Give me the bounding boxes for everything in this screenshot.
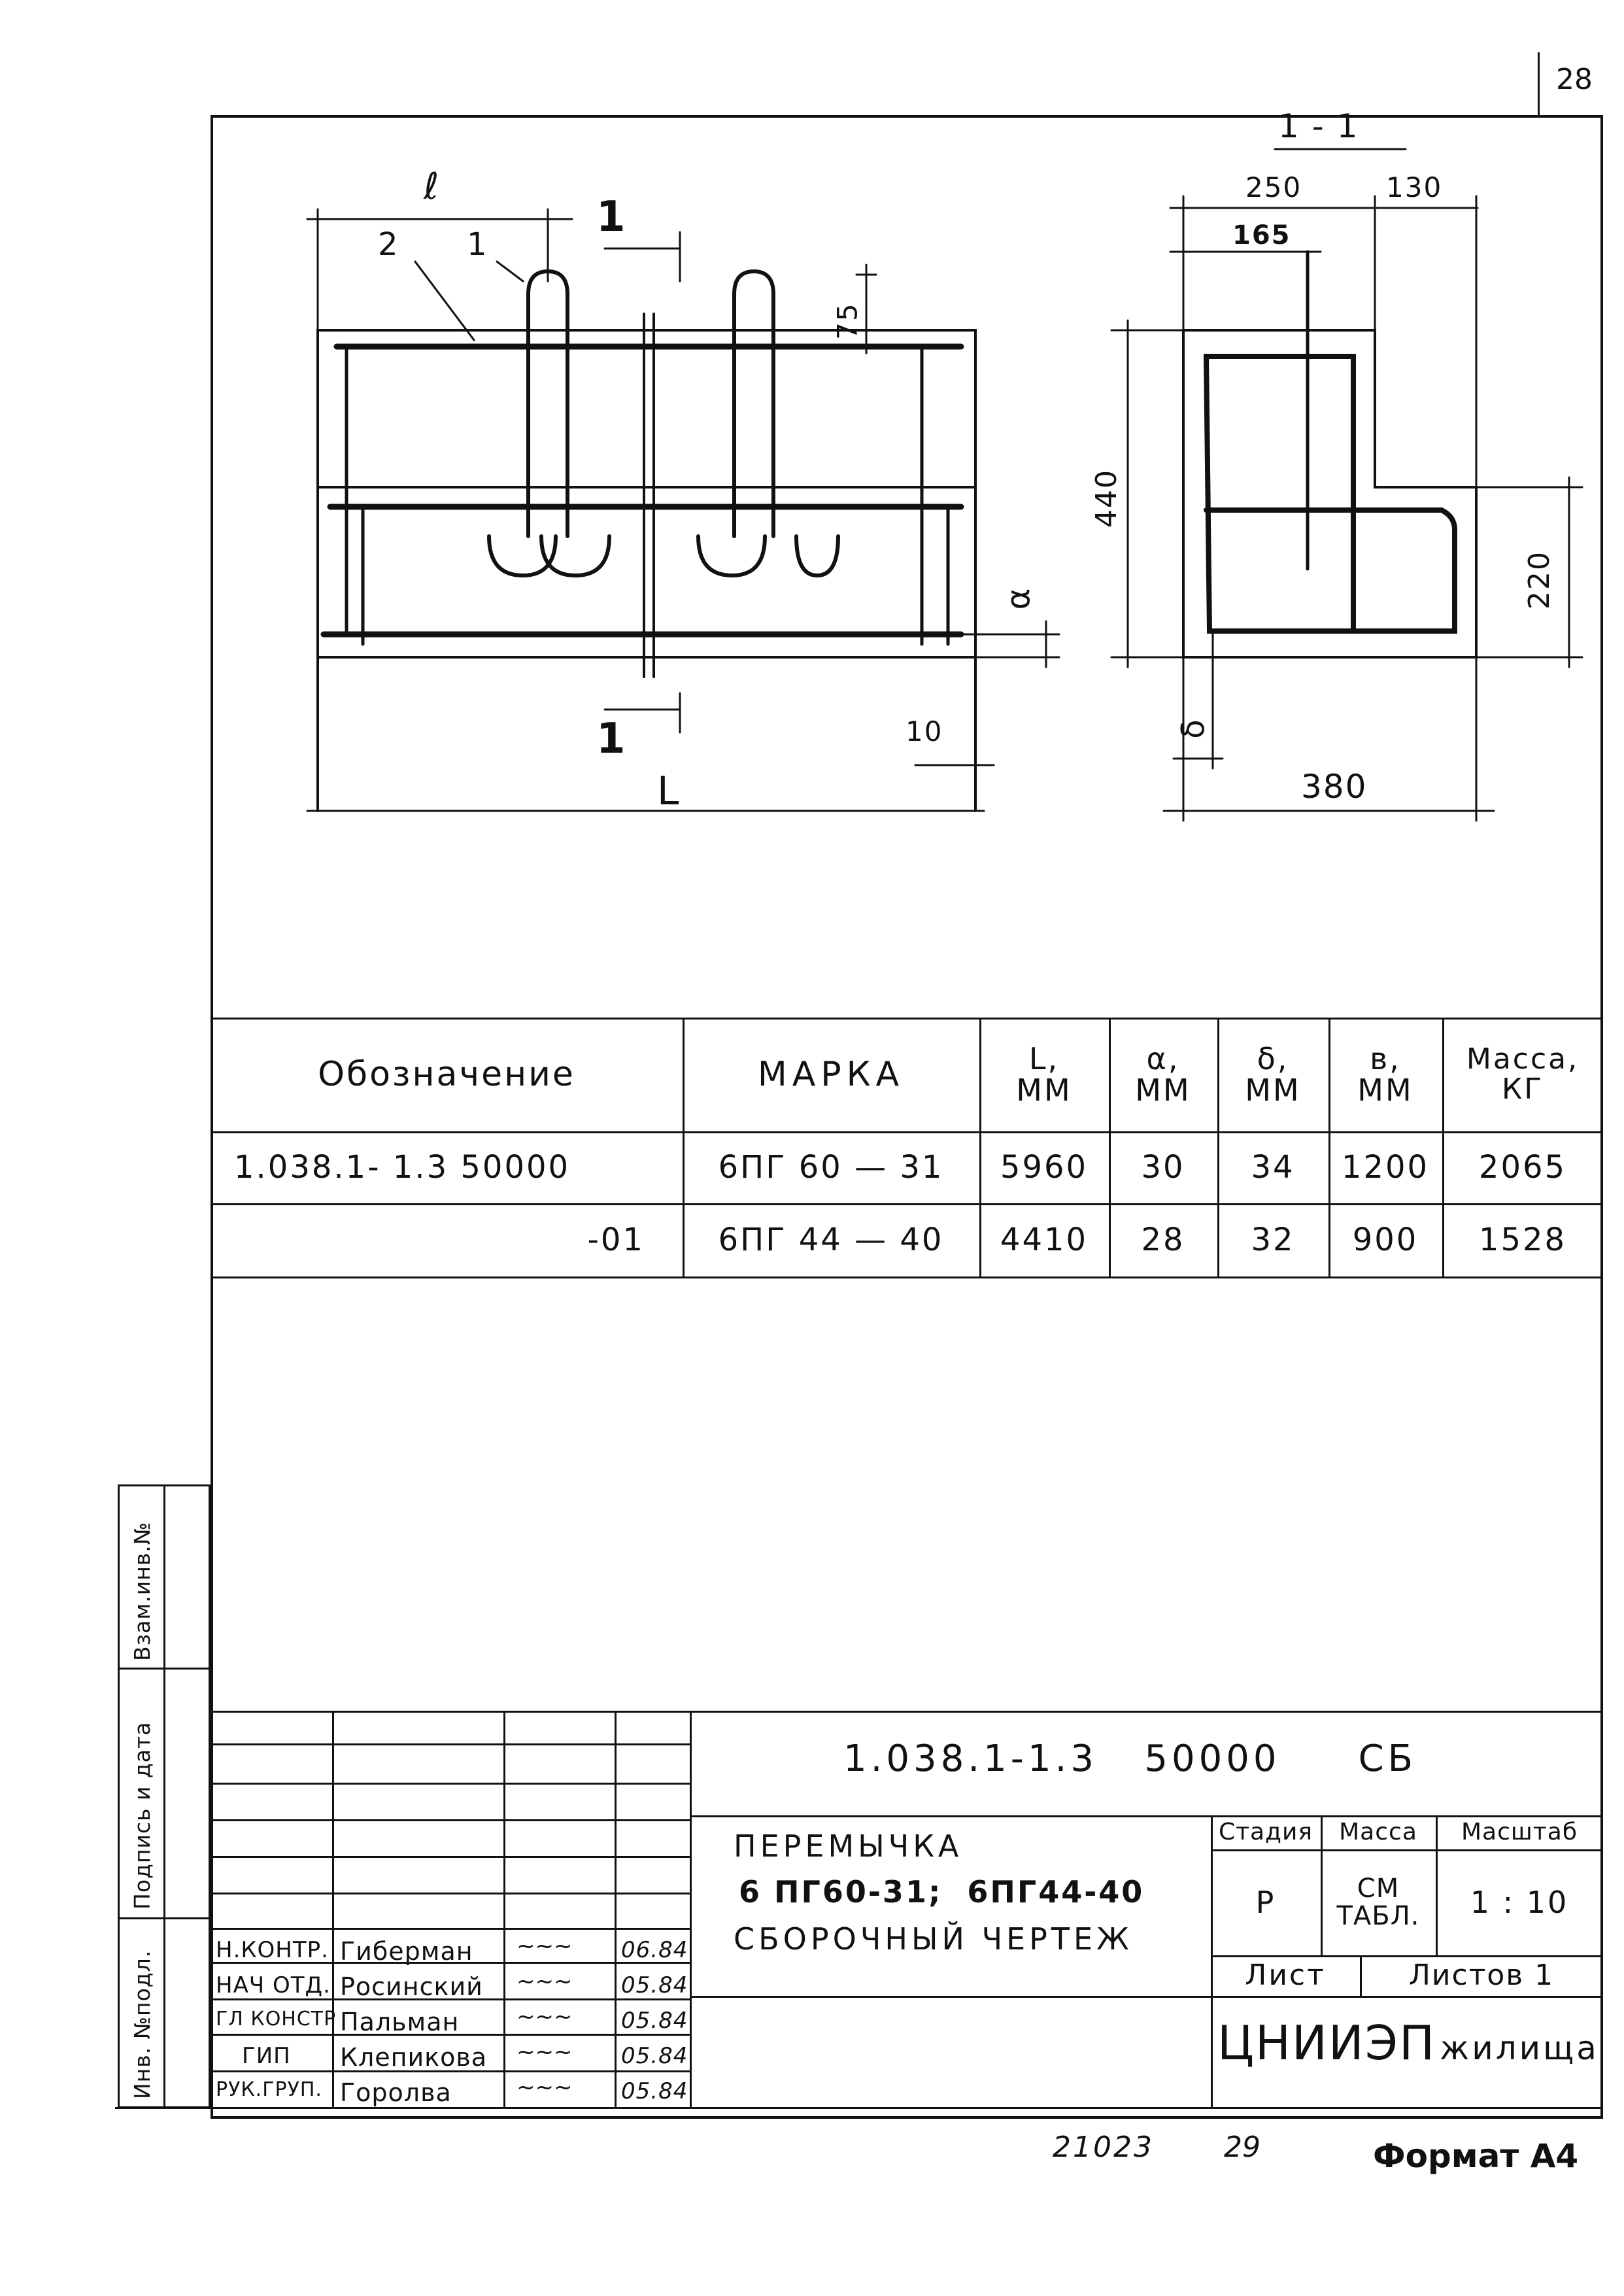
organization-part2: жилища (1440, 2029, 1599, 2067)
lifting-loops (489, 271, 838, 575)
dim-165: 165 (1232, 220, 1291, 250)
row2-a: 28 (1141, 1221, 1185, 1258)
signer-signature-1: ~~~ (516, 1933, 573, 1959)
row1-a: 30 (1141, 1148, 1185, 1186)
row2-designation: -01 (587, 1221, 645, 1258)
scale-header: Масштаб (1461, 1819, 1578, 1846)
section-label: 1 - 1 (1278, 107, 1359, 145)
dim-380: 380 (1301, 768, 1368, 806)
row2-mass: 1528 (1478, 1221, 1567, 1258)
row2-v: 900 (1352, 1221, 1419, 1258)
dim-a: α (999, 587, 1038, 610)
dim-440: 440 (1089, 469, 1123, 528)
row2-mark: 6ПГ 44 — 40 (718, 1221, 944, 1258)
row1-designation: 1.038.1- 1.3 50000 (234, 1148, 571, 1186)
row1-v: 1200 (1341, 1148, 1430, 1186)
signer-name-1: Гиберман (340, 1937, 473, 1966)
signer-role-3: ГЛ КОНСТР (216, 2008, 337, 2030)
signer-name-3: Пальман (340, 2008, 460, 2036)
signer-role-2: НАЧ ОТД. (216, 1972, 331, 1998)
organization (1217, 2015, 1599, 2070)
title-line2: 6 ПГ60-31; 6ПГ44-40 (739, 1874, 1145, 1910)
inventory-number: 21023 (1053, 2131, 1154, 2164)
signer-role-1: Н.КОНТР. (216, 1937, 329, 1963)
header-mass: Масса, КГ (1466, 1042, 1580, 1106)
signer-date-5: 05.84 (621, 2078, 688, 2104)
stage-value: Р (1255, 1884, 1276, 1920)
row1-mass: 2065 (1478, 1148, 1567, 1186)
front-view (318, 330, 975, 814)
break-line (644, 314, 654, 677)
signer-date-2: 05.84 (621, 1972, 688, 1998)
bottom-frame (115, 2107, 1603, 2109)
organization-part1: ЦНИИЭП (1217, 2015, 1436, 2070)
row1-L: 5960 (1000, 1148, 1089, 1186)
sheet-label: Лист (1245, 1958, 1326, 1992)
corner-page-number: 28 (1556, 63, 1593, 96)
row1-b: 34 (1251, 1148, 1295, 1186)
dim-10: 10 (905, 715, 943, 747)
signer-name-4: Клепикова (340, 2043, 488, 2072)
header-a: α, ММ (1135, 1040, 1191, 1108)
row2-b: 32 (1251, 1221, 1295, 1258)
title-line3: СБОРОЧНЫЙ ЧЕРТЕЖ (734, 1921, 1133, 1957)
signer-name-2: Росинский (340, 1972, 483, 2001)
header-designation: Обозначение (318, 1054, 575, 1094)
label-l-big: L (657, 768, 681, 814)
title-line1: ПЕРЕМЫЧКА (734, 1828, 963, 1864)
header-b: δ, ММ (1245, 1040, 1301, 1108)
side-podpis-data: Подпись и дата (129, 1721, 155, 1910)
dim-130: 130 (1386, 171, 1443, 203)
section-view (1183, 330, 1476, 657)
row2-L: 4410 (1000, 1221, 1089, 1258)
stage-header: Стадия (1218, 1819, 1313, 1846)
dim-b: δ (1175, 718, 1212, 739)
header-mark: МАРКА (757, 1054, 905, 1094)
dim-250: 250 (1245, 171, 1302, 203)
signer-date-3: 05.84 (621, 2008, 688, 2034)
beam-outline (318, 330, 975, 657)
doc-code: 1.038.1-1.3 50000 СБ (843, 1738, 1417, 1780)
signer-date-4: 05.84 (621, 2043, 688, 2069)
section-rebars (1206, 356, 1455, 631)
signer-role-4: ГИП (242, 2043, 291, 2069)
signer-signature-4: ~~~ (516, 2039, 573, 2065)
format-label: Формат А4 (1373, 2137, 1579, 2175)
footer-page-number: 29 (1224, 2131, 1260, 2164)
mass-value: СМ ТАБЛ. (1336, 1874, 1420, 1931)
side-inv-podl: Инв. №подл. (129, 1949, 155, 2099)
dim-220: 220 (1522, 551, 1556, 609)
signer-name-5: Горолва (340, 2078, 452, 2107)
mass-header: Масса (1339, 1819, 1417, 1846)
scale-value: 1 : 10 (1470, 1884, 1569, 1920)
technical-drawing (0, 0, 1624, 1020)
dim-75: 75 (831, 302, 864, 340)
signer-signature-3: ~~~ (516, 2004, 573, 2030)
sheets-label: Листов 1 (1408, 1958, 1555, 1992)
section-mark-top: 1 (596, 193, 627, 241)
rebar-lines (324, 347, 961, 634)
header-v: в, ММ (1357, 1040, 1413, 1108)
label-l-small: ℓ (424, 165, 441, 208)
signer-role-5: РУК.ГРУП. (216, 2078, 322, 2101)
signer-signature-5: ~~~ (516, 2074, 573, 2100)
callout-1: 1 (467, 226, 488, 263)
signer-date-1: 06.84 (621, 1937, 688, 1963)
signer-signature-2: ~~~ (516, 1968, 573, 1995)
row1-mark: 6ПГ 60 — 31 (718, 1148, 944, 1186)
callout-2: 2 (378, 226, 399, 263)
header-L: L, ММ (1016, 1040, 1072, 1108)
section-mark-bottom: 1 (596, 715, 627, 763)
side-vzam-inv: Взам.инв.№ (129, 1521, 155, 1661)
